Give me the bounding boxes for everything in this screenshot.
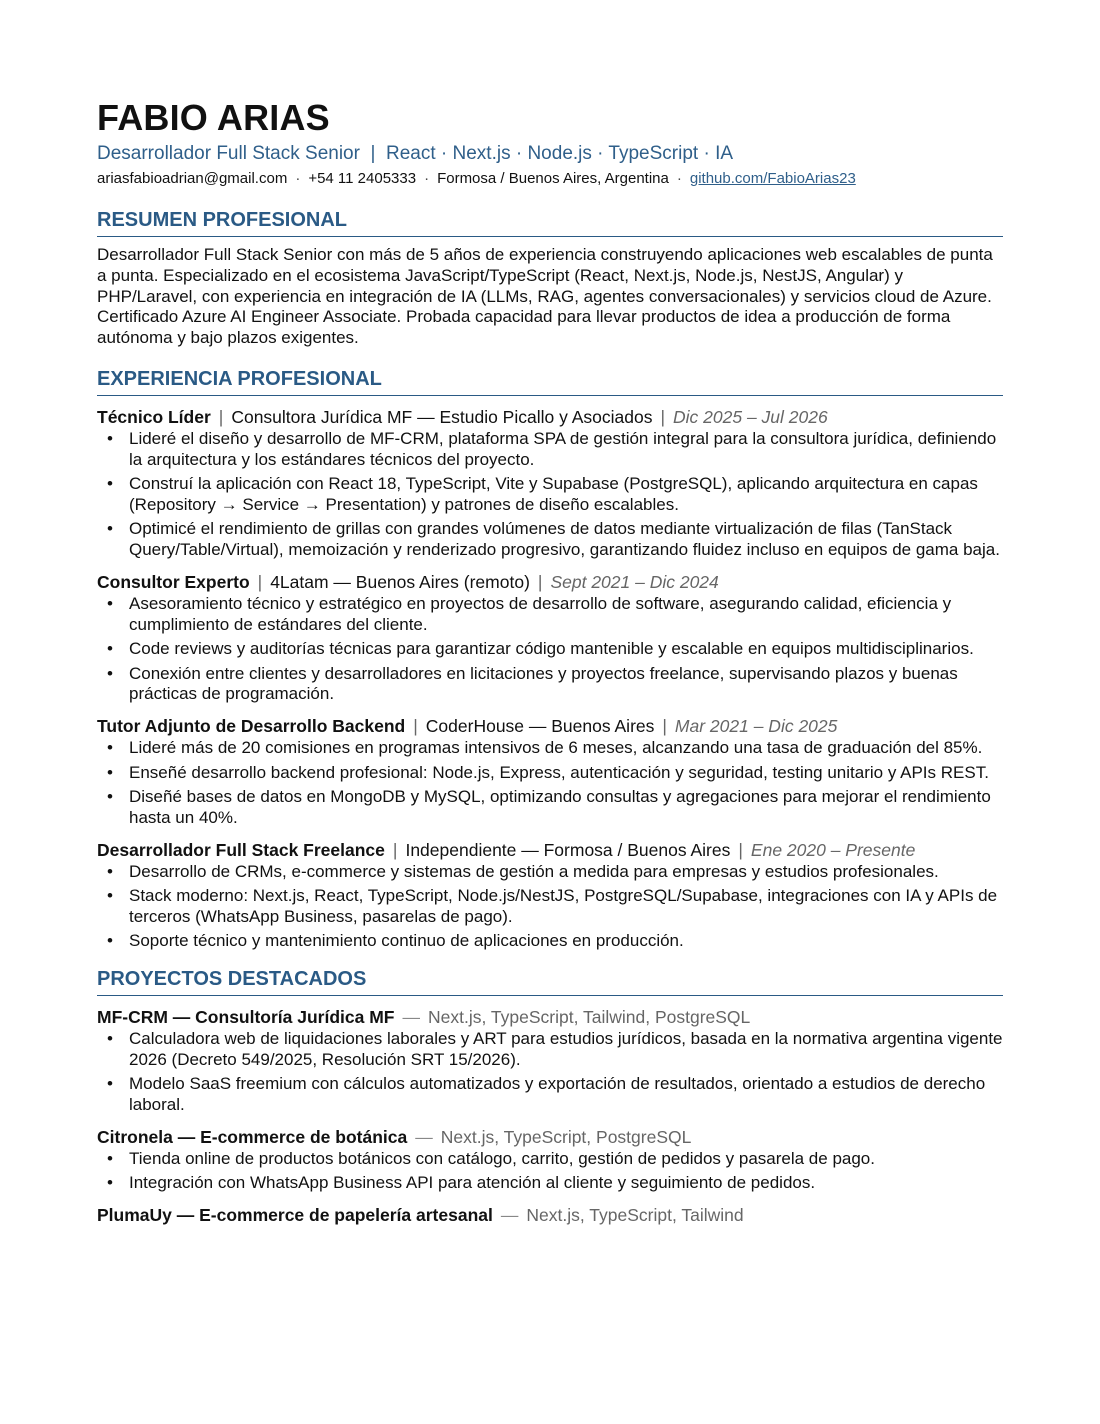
project-stack: Next.js, TypeScript, PostgreSQL xyxy=(440,1126,692,1147)
bullet-item: • Conexión entre clientes y desarrolladores en licitaciones y proyectos freelance, supervisando plazos y buenas prácticas de programación. xyxy=(97,664,1003,706)
bullet-item: • Soporte técnico y mantenimiento continuo de aplicaciones en producción. xyxy=(97,931,1003,952)
job-separator: | xyxy=(392,839,398,860)
project-entry xyxy=(97,1005,1003,1116)
project-title: Citronela — E-commerce de botánica xyxy=(97,1126,408,1147)
job-separator: | xyxy=(662,716,667,737)
job-header xyxy=(97,570,1003,594)
job-entry xyxy=(97,405,1003,561)
github-link[interactable]: github.com/FabioArias23 xyxy=(689,170,856,187)
project-bullets xyxy=(97,1029,1003,1116)
job-separator: | xyxy=(660,406,666,427)
job-company: Independiente — Formosa / Buenos Aires xyxy=(405,839,731,860)
project-entry xyxy=(97,1203,1003,1227)
section-title-experience: EXPERIENCIA PROFESIONAL xyxy=(97,366,1003,396)
project-header xyxy=(97,1203,1003,1227)
job-role: Desarrollador Full Stack Freelance xyxy=(97,839,385,860)
job-header xyxy=(97,405,1003,429)
job-entry xyxy=(97,570,1003,705)
bullet-item: • Modelo SaaS freemium con cálculos automatizados y exportación de resultados, orientado a estudios de derecho laboral. xyxy=(97,1074,1003,1116)
job-date: Dic 2025 – Jul 2026 xyxy=(673,406,828,427)
job-bullets xyxy=(97,594,1003,705)
contact-separator: · xyxy=(424,170,430,187)
job-role: Consultor Experto xyxy=(97,571,250,592)
summary-section xyxy=(97,207,1003,349)
bullet-item: • Construí la aplicación con React 18, TypeScript, Vite y Supabase (PostgreSQL), aplicando arquitectura en capas (Repository → Service → Presentation) y patrones de diseño escalables. xyxy=(97,474,1003,516)
job-bullets xyxy=(97,738,1003,828)
job-header xyxy=(97,714,1003,738)
bullet-item: • Asesoramiento técnico y estratégico en proyectos de desarrollo de software, asegurando calidad, eficiencia y cumplimiento de estándares del cliente. xyxy=(97,594,1003,636)
project-stack: Next.js, TypeScript, Tailwind xyxy=(526,1204,744,1225)
job-entry xyxy=(97,714,1003,828)
section-title-projects: PROYECTOS DESTACADOS xyxy=(97,966,1003,996)
job-date: Sept 2021 – Dic 2024 xyxy=(550,571,719,592)
job-bullets xyxy=(97,862,1003,952)
contact-separator: · xyxy=(295,170,301,187)
projects-section xyxy=(97,966,1003,1227)
contact-line xyxy=(97,168,1003,190)
project-header xyxy=(97,1125,1003,1149)
projects-list xyxy=(97,1005,1003,1227)
job-separator: | xyxy=(537,571,543,592)
contact-phone: +54 11 2405333 xyxy=(308,170,417,187)
resume-header xyxy=(97,96,1003,190)
bullet-item: • Integración con WhatsApp Business API para atención al cliente y seguimiento de pedidos. xyxy=(97,1173,1003,1194)
job-entry xyxy=(97,838,1003,952)
job-date: Mar 2021 – Dic 2025 xyxy=(674,716,838,737)
job-company: Consultora Jurídica MF — Estudio Picallo y Asociados xyxy=(231,406,653,427)
project-bullets xyxy=(97,1149,1003,1194)
project-title: PlumaUy — E-commerce de papelería artesanal xyxy=(97,1204,493,1225)
bullet-item: • Code reviews y auditorías técnicas para garantizar código mantenible y escalable en equipos multidisciplinarios. xyxy=(97,639,1003,660)
job-bullets xyxy=(97,429,1003,561)
bullet-item: • Lideré más de 20 comisiones en programas intensivos de 6 meses, alcanzando una tasa de graduación del 85%. xyxy=(97,738,1003,759)
job-separator: | xyxy=(738,839,743,860)
jobs-list xyxy=(97,405,1003,952)
contact-email: ariasfabioadrian@gmail.com xyxy=(97,170,288,187)
bullet-item: • Desarrollo de CRMs, e-commerce y sistemas de gestión a medida para empresas y estudios profesionales. xyxy=(97,862,1003,883)
bullet-item: • Diseñé bases de datos en MongoDB y MySQL, optimizando consultas y agregaciones para mejorar el rendimiento hasta un 40%. xyxy=(97,787,1003,829)
bullet-item: • Tienda online de productos botánicos con catálogo, carrito, gestión de pedidos y pasarela de pago. xyxy=(97,1149,1003,1170)
job-header xyxy=(97,838,1003,862)
job-separator: | xyxy=(257,571,263,592)
job-role: Tutor Adjunto de Desarrollo Backend xyxy=(97,716,406,737)
project-dash: — xyxy=(500,1204,519,1225)
contact-location: Formosa / Buenos Aires, Argentina xyxy=(437,170,669,187)
project-title: MF-CRM — Consultoría Jurídica MF xyxy=(97,1006,395,1027)
contact-separator: · xyxy=(676,170,682,187)
project-stack: Next.js, TypeScript, Tailwind, PostgreSQL xyxy=(428,1006,751,1027)
candidate-subtitle: Desarrollador Full Stack Senior | React · Next.js · Node.js · TypeScript · IA xyxy=(97,143,734,164)
job-company: 4Latam — Buenos Aires (remoto) xyxy=(270,571,530,592)
job-date: Ene 2020 – Presente xyxy=(750,839,916,860)
project-entry xyxy=(97,1125,1003,1194)
bullet-item: • Calculadora web de liquidaciones laborales y ART para estudios jurídicos, basada en la normativa argentina vigente 2026 (Decreto 549/2025, Resolución SRT 15/2026). xyxy=(97,1029,1003,1071)
bullet-item: • Optimicé el rendimiento de grillas con grandes volúmenes de datos mediante virtualización de filas (TanStack Query/Table/Virtual), memoización y renderizado progresivo, garantizando fluidez incluso en equipos de gama baja. xyxy=(97,519,1003,561)
project-dash: — xyxy=(402,1006,420,1027)
project-dash: — xyxy=(415,1126,433,1147)
job-role: Técnico Líder xyxy=(97,406,211,427)
bullet-item: • Lideré el diseño y desarrollo de MF-CRM, plataforma SPA de gestión integral para la consultora jurídica, definiendo la arquitectura y los estándares técnicos del proyecto. xyxy=(97,429,1003,471)
experience-section xyxy=(97,366,1003,952)
section-title-summary: RESUMEN PROFESIONAL xyxy=(97,207,1003,237)
bullet-item: • Enseñé desarrollo backend profesional: Node.js, Express, autenticación y seguridad, testing unitario y APIs REST. xyxy=(97,763,1003,784)
bullet-item: • Stack moderno: Next.js, React, TypeScript, Node.js/NestJS, PostgreSQL/Supabase, integraciones con IA y APIs de terceros (WhatsApp Business, pasarelas de pago). xyxy=(97,886,1003,928)
job-separator: | xyxy=(218,406,224,427)
job-company: CoderHouse — Buenos Aires xyxy=(425,716,655,737)
candidate-name: FABIO ARIAS xyxy=(97,97,330,138)
project-header xyxy=(97,1005,1003,1029)
summary-text: Desarrollador Full Stack Senior con más de 5 años de experiencia construyendo aplicaciones web escalables de punta a punta. Especializado en el ecosistema JavaScript/TypeScript (React, Next.js, Node.js, NestJS, Angular) y PHP/Laravel, con experiencia en integración de IA (LLMs, RAG, agentes conversacionales) y servicios cloud de Azure. Certificado Azure AI Engineer Associate. Probada capacidad para llevar productos de idea a producción de forma autónoma y bajo plazos exigentes. xyxy=(97,245,993,348)
job-separator: | xyxy=(413,716,418,737)
